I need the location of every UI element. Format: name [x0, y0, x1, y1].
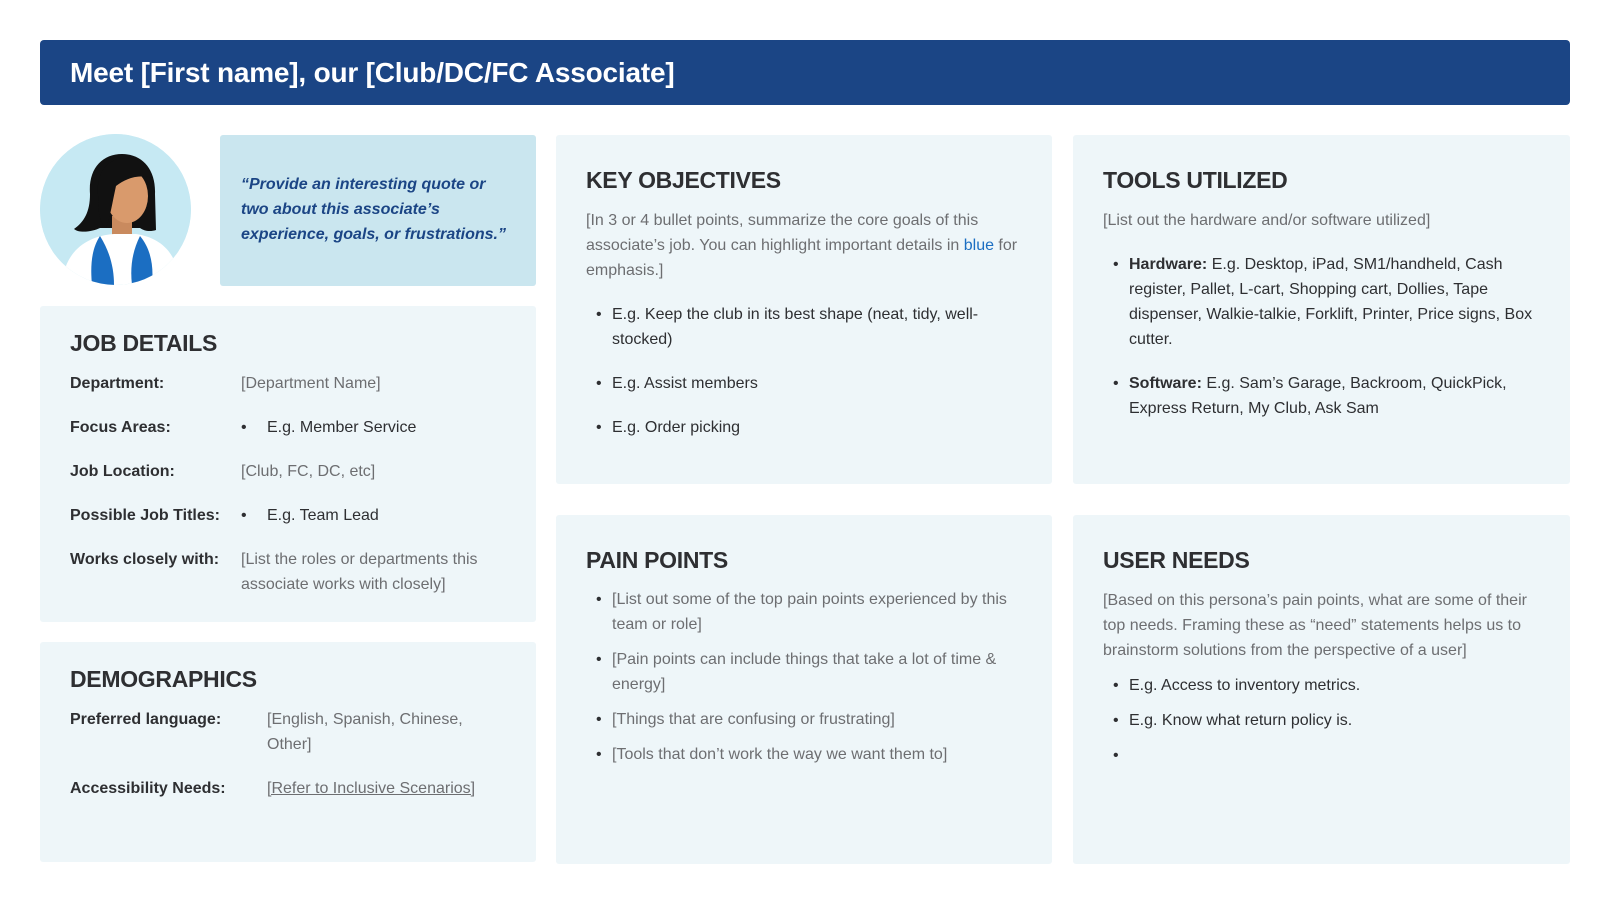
job-titles-label: Possible Job Titles: [70, 507, 220, 524]
job-titles-item [241, 503, 379, 528]
language-row [70, 707, 506, 757]
intro-text: [In 3 or 4 bullet points, summarize the core goals of this associate’s job. You can highlight important details in [586, 212, 979, 254]
language-value: [English, Spanish, Chinese, Other] [267, 711, 463, 753]
list-item: • [Tools that don’t work the way we want them to] [586, 742, 1022, 767]
list-item: • [Things that are confusing or frustrating] [586, 707, 1022, 732]
list-item: • E.g. Assist members [586, 371, 1022, 396]
list-item: • E.g. Order picking [586, 415, 1022, 440]
job-titles-row [70, 503, 506, 528]
pain-points-heading: PAIN POINTS [586, 547, 728, 573]
software-item [1103, 371, 1540, 421]
key-objectives-card [556, 135, 1052, 484]
pain-points-list [586, 587, 1022, 767]
inclusive-scenarios-link[interactable]: [Refer to Inclusive Scenarios] [267, 780, 476, 797]
list-item: • [Pain points can include things that take a lot of time & energy] [586, 647, 1022, 697]
list-item: • E.g. Keep the club in its best shape (neat, tidy, well-stocked) [586, 302, 1022, 352]
accessibility-label: Accessibility Needs: [70, 780, 226, 797]
persona-quote: “Provide an interesting quote or two about this associate’s experience, goals, or frustrations.” [241, 176, 506, 243]
accessibility-row [70, 776, 506, 801]
quote-box [220, 135, 536, 286]
software-label: Software: [1129, 375, 1202, 392]
job-titles-value: E.g. Team Lead [267, 507, 379, 524]
focus-areas-label: Focus Areas: [70, 419, 171, 436]
user-needs-heading: USER NEEDS [1103, 547, 1250, 573]
job-location-row [70, 459, 506, 484]
department-value: [Department Name] [241, 375, 381, 392]
focus-areas-item [241, 415, 416, 440]
associate-avatar-icon [40, 134, 191, 285]
demographics-heading: DEMOGRAPHICS [70, 666, 257, 692]
hardware-label: Hardware: [1129, 256, 1208, 273]
key-objectives-intro [586, 208, 1022, 283]
list-item: • E.g. Know what return policy is. [1103, 708, 1540, 733]
hardware-value: E.g. Desktop, iPad, SM1/handheld, Cash register, Pallet, L-cart, Shopping cart, Dollies, Tape dispenser, Walkie-talkie, Forklift, Printer, Price signs, Box cutter. [1129, 256, 1533, 348]
works-with-value: [List the roles or departments this associate works with closely] [241, 551, 478, 593]
tools-list [1103, 252, 1540, 421]
user-needs-list [1103, 673, 1540, 768]
department-label: Department: [70, 375, 165, 392]
avatar-illustration [40, 134, 191, 285]
intro-blue-text: blue [963, 237, 994, 254]
pain-points-card [556, 515, 1052, 864]
intro-text-end: for emphasis.] [586, 237, 1018, 279]
software-value: E.g. Sam’s Garage, Backroom, QuickPick, Express Return, My Club, Ask Sam [1129, 375, 1507, 417]
job-details-card [40, 306, 536, 622]
list-item: • E.g. Access to inventory metrics. [1103, 673, 1540, 698]
works-with-label: Works closely with: [70, 551, 220, 568]
works-with-row [70, 547, 506, 597]
list-item [1103, 743, 1540, 768]
key-objectives-heading: KEY OBJECTIVES [586, 167, 781, 193]
hardware-item [1103, 252, 1540, 352]
user-needs-card [1073, 515, 1570, 864]
focus-areas-value: E.g. Member Service [267, 419, 417, 436]
tools-intro: [List out the hardware and/or software utilized] [1103, 212, 1431, 229]
key-objectives-list [586, 302, 1022, 440]
language-label: Preferred language: [70, 711, 222, 728]
tools-card [1073, 135, 1570, 484]
job-details-heading: JOB DETAILS [70, 330, 218, 356]
tools-heading: TOOLS UTILIZED [1103, 167, 1288, 193]
title-bar [40, 40, 1570, 105]
page-title: Meet [First name], our [Club/DC/FC Associate] [70, 56, 675, 88]
demographics-card [40, 642, 536, 862]
focus-areas-row [70, 415, 506, 440]
user-needs-intro: [Based on this persona’s pain points, what are some of their top needs. Framing these as “need” statements helps us to brainstorm solutions from the perspective of a user] [1103, 592, 1527, 659]
list-item: • [List out some of the top pain points experienced by this team or role] [586, 587, 1022, 637]
job-location-label: Job Location: [70, 463, 175, 480]
job-location-value: [Club, FC, DC, etc] [241, 463, 376, 480]
department-row [70, 371, 506, 396]
